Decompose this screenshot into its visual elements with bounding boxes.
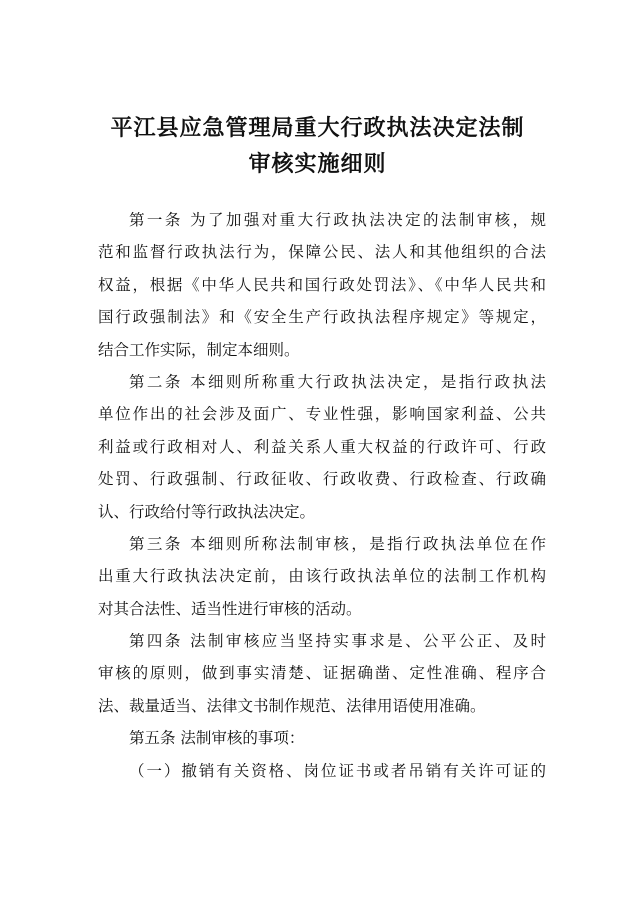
article-4-paragraph [98, 625, 546, 722]
text-line: 结合工作实际，制定本细则。 [98, 340, 300, 359]
text-line: （一）撤销有关资格、岗位证书或者吊销有关许可证的 [129, 761, 546, 780]
text-line: 处罚、行政强制、行政征收、行政收费、行政检查、行政确 [98, 470, 546, 489]
text-line: 对其合法性、适当性进行审核的活动。 [98, 599, 362, 618]
text-line: 第一条 为了加强对重大行政执法决定的法制审核，规 [129, 211, 546, 229]
text-line: 范和监督行政执法行为，保障公民、法人和其他组织的合法 [98, 243, 546, 262]
document-title-line-1: 平江县应急管理局重大行政执法决定法制 [110, 115, 525, 141]
text-line: 认、行政给付等行政执法决定。 [98, 502, 316, 521]
text-line: 国行政强制法》和《安全生产行政执法程序规定》等规定， [98, 308, 546, 327]
text-line: 出重大行政执法决定前，由该行政执法单位的法制工作机构 [98, 567, 546, 586]
text-line: 法、裁量适当、法律文书制作规范、法律用语使用准确。 [98, 696, 486, 715]
article-3-paragraph [98, 528, 546, 625]
text-line: 单位作出的社会涉及面广、专业性强，影响国家利益、公共 [98, 405, 546, 424]
document-title-line-2: 审核实施细则 [248, 151, 387, 177]
article-1-paragraph [98, 204, 546, 366]
article-5-item-1 [98, 755, 546, 787]
article-5-paragraph [98, 722, 546, 754]
document-body [98, 204, 546, 787]
text-line: 第三条 本细则所称法制审核，是指行政执法单位在作 [129, 534, 546, 553]
text-line: 审核的原则，做到事实清楚、证据确凿、定性准确、程序合 [98, 664, 546, 683]
article-2-paragraph [98, 366, 546, 528]
text-line: 利益或行政相对人、利益关系人重大权益的行政许可、行政 [98, 437, 546, 456]
text-line: 权益，根据《中华人民共和国行政处罚法》、《中华人民共和 [98, 275, 546, 294]
text-line: 第二条 本细则所称重大行政执法决定，是指行政执法 [129, 372, 546, 391]
text-line: 第四条 法制审核应当坚持实事求是、公平公正、及时 [129, 632, 546, 651]
text-line: 第五条 法制审核的事项： [129, 729, 305, 748]
